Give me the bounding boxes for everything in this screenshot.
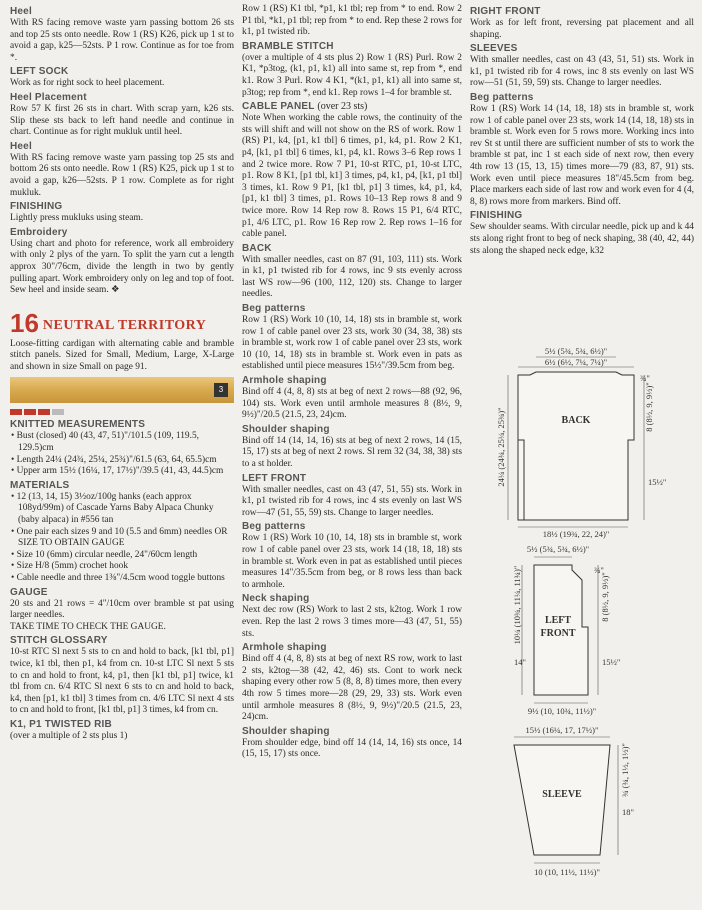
left-front-lower-measure: 15½" [602,657,621,667]
sleeves-heading: SLEEVES [470,43,518,55]
material-item: • Size 10 (6mm) circular needle, 24"/60cm length [11,549,198,560]
pattern-number: 16 [10,307,39,338]
sleeve-cap-measure: ¾ (¾, 1½, 1½)" [620,743,630,797]
left-front-heading: LEFT FRONT [242,472,307,484]
twisted-rib-note: (over a multiple of 2 sts plus 1) [10,730,128,741]
shoulder-shaping-text: Bind off 14 (14, 14, 16) sts at beg of next 2 rows, 14 (15, 15, 17) sts at beg of next 2 rows. Sl rem 32 (34, 38, 38) sts to a st holder. [242,435,462,469]
back-outline [518,372,634,520]
back-length-measure: 24¼ (24¾, 25¼, 25¾)" [496,407,506,487]
sleeve-length-measure: 18" [622,807,634,817]
right-front-heading: RIGHT FRONT [470,6,541,17]
stitch-glossary-heading: STITCH GLOSSARY [10,635,108,647]
measurement-item: • Upper arm 15½ (16¼, 17, 17½)"/39.5 (41, 43, 44.5)cm [11,466,224,477]
knitted-measurements-heading: KNITTED MEASUREMENTS [10,419,146,431]
heel-placement-heading: Heel Placement [10,91,87,103]
final-finishing-text: Sew shoulder seams. With circular needle, pick up and k 44 sts along right front to beg of neck shaping, 38 (40, 42, 44) sts along the shaped neck edge, k32 [470,222,694,256]
left-front-neck-measure: 10¼ (10¾, 11¼, 11¾)" [512,565,522,645]
back-neck-measure: 6½ (6½, 7¼, 7¼)" [544,357,608,367]
yarn-swatch-image [10,377,234,403]
final-finishing-heading: FINISHING [470,210,523,222]
sleeve-top-measure: 15½ (16¼, 17, 17½)" [525,725,599,735]
material-item: • 12 (13, 14, 15) 3½oz/100g hanks (each approx 108yd/99m) of Cascade Yarns Baby Alpaca Chunky (baby alpaca) in #556 tan [11,491,214,526]
neck-shaping-heading: Neck shaping [242,593,310,605]
left-front-armhole-measure: 8 (8½, 9, 9½)" [600,572,610,622]
stitch-glossary-text: 10-st RTC Sl next 5 sts to cn and hold to back, [k1 tbl, p1] twice, k1 tbl, then p1, k4 from cn. 10-st LTC Sl next 5 sts to cn and hold to front, k4, p1, then [k1 tbl, p1] twice, k1 tbl from cn. 6/4 RTC Sl next 6 sts to cn and hold to back, k4, then [p1, k1 tbl] 3 times from cn. 4/6 LTC Sl next 4 sts to cn and hold to front, [k1 tbl, p1] 3 times, k4 from cn. [10,647,234,716]
cable-panel-heading [242,101,462,113]
sleeve-outline [514,745,610,855]
heel-placement-text: Row 57 K first 26 sts in chart. With scrap yarn, k26 sts. Slip these sts back to left hand needle and continue in chart. Continue as for right mukluk until heel. [10,103,234,138]
measurements-list [10,431,234,477]
armhole-shaping-heading: Armhole shaping [242,375,327,387]
shoulder-shaping2-heading: Shoulder shaping [242,725,330,737]
beg-patterns-text: Row 1 (RS) Work 10 (10, 14, 18) sts in bramble st, work row 1 of cable panel over 23 sts, work 30 (34, 38, 38) sts in bramble st, work row 1 of cable panel over 23 sts, work 10 (10, 14, 18) sts in bramble st. Work even in pats as established until piece measures 15½"/39.5cm from beg. [242,315,462,372]
yarn-weight-badge: 3 [214,383,228,397]
gauge-text: 20 sts and 21 rows = 4"/10cm over bramble st pat using larger needles. [10,598,234,621]
shoulder-shaping-heading: Shoulder shaping [242,423,330,435]
left-front-width-measure: 9½ (10, 10¾, 11½)" [527,706,597,716]
beg-patterns2-heading: Beg patterns [242,521,306,533]
sleeve-label: SLEEVE [542,789,582,800]
twisted-rib-text: Row 1 (RS) K1 tbl, *p1, k1 tbl; rep from * to end. Row 2 P1 tbl, *k1, p1 tbl; rep from * to end. Rep these 2 rows for k1, p1 twisted rib. [242,4,462,38]
back-text: With smaller needles, cast on 87 (91, 103, 111) sts. Work in k1, p1 twisted rib for 4 rows, inc 9 sts evenly across last WS row—96 (100, 112, 120) sts. Change to larger needles. [242,254,462,300]
embroidery-heading: Embroidery [10,226,68,238]
back-small-measure: ¾" [640,373,650,383]
cable-panel-text: Note When working the cable rows, the continuity of the sts will shift and will not show on the RS of work. Row 1 (RS) P1, k4, [p1, k1 tbl] 6 times, p1, k4, p1. Row 2 K1, p4, [k1, p1 tbl] 6 times, k1, p4, k1. Rows 3–6 Rep rows 1 and 2 twice more. Row 7 P1, 10-st RTC, p1, 10-st LTC, p1. Row 8 K1, [p1 tbl, k1] 3 times, p4, k1, p4, [k1, p1 tbl] 3 times, k1. Row 9 P1, [k1 tbl, p1] 3 times, k4, p1, k4, [p1, k1 tbl] 3 times, p1. Rows 10–13 Rep rows 8 and 9 twice more. Row 14 Rep row 8. Rows 15 P1, 6/4 RTC, p1, 4/6 LTC, p1. Row 16 Rep row 2. Rep rows 1–16 for cable panel. [242,113,462,240]
left-sock-text: Work as for right sock to heel placement. [10,78,165,89]
bramble-heading: BRAMBLE STITCH [242,40,334,52]
cable-panel-count: (over 23 sts) [317,101,368,113]
back-width-measure: 18½ (19¾, 22, 24)" [542,529,610,539]
heel-text: With RS facing remove waste yarn passing bottom 26 sts and top 25 sts onto needle. Row 1 (RS) K26, pick up 1 st to avoid a gap, k25—52sts. P 1 row. Continue as for toe from *. [10,18,234,63]
back-label: BACK [561,415,591,426]
column-left [10,4,234,743]
sleeve-beg-patterns-text: Row 1 (RS) Work 14 (14, 18, 18) sts in bramble st, work row 1 of cable panel over 23 sts, work 14 (14, 18, 18) sts in bramble st. Work even for 5 rows more. Working incs into rev St st until there are sufficient number of sts to work the bramble st pat, inc 1 st each side of next row, then every 4th row 13 (15, 13, 15) times more—79 (83, 87, 91) sts. Work even until piece measures 18"/45.5cm from beg. Place markers each side of last row and work even for 4 (4, 8, 8) rows more from markers. Bind off. [470,103,694,207]
beg-patterns2-text: Row 1 (RS) Work 10 (10, 14, 18) sts in bramble st, work row 1 of cable panel over 23 sts, work 14 (18, 18, 18) sts in bramble st. Work even in pat as established until pieces measures 14"/35.5cm from beg, or 8 rows less than back to armhole. [242,533,462,590]
column-middle [242,4,462,761]
pattern-name: NEUTRAL TERRITORY [42,317,207,333]
left-sock-heading: LEFT SOCK [10,66,69,78]
neck-shaping-text: Next dec row (RS) Work to last 2 sts, k2tog. Work 1 row even. Rep the last 2 rows 3 times more—43 (47, 51, 55) sts. [242,605,462,639]
left-front-top-measure: 5½ (5¾, 5¾, 6½)" [526,544,590,554]
material-item: • Cable needle and three 1⅜"/4.5cm wood toggle buttons [11,573,225,583]
skill-level-icon [10,409,234,415]
sleeves-text: With smaller needles, cast on 43 (43, 51, 51) sts. Work in k1, p1 twisted rib for 4 rows, inc 8 sts evenly on last WS row—51 (51, 59, 59) sts. Change to larger needles. [470,55,694,89]
materials-list [10,492,234,585]
finishing-text: Lightly press mukluks using steam. [10,213,144,224]
left-front-label-2: FRONT [540,628,576,639]
heel2-heading: Heel [10,140,32,152]
finishing-heading: FINISHING [10,201,63,213]
sleeve-bottom-measure: 10 (10, 11½, 11½)" [534,867,600,877]
beg-patterns-heading: Beg patterns [242,303,306,315]
twisted-rib-heading: K1, P1 TWISTED RIB [10,718,112,730]
left-front-text: With smaller needles, cast on 43 (47, 51, 55) sts. Work in k1, p1 twisted rib for 4 rows, inc 4 sts evenly on last WS row—47 (51, 55, 59) sts. Change to larger needles. [242,484,462,518]
armhole-shaping-text: Bind off 4 (4, 8, 8) sts at beg of next 2 rows—88 (92, 96, 104) sts. Work even until armhole measures 8 (8½, 9, 9½)"/20.5 (21.5, 23, 24)cm. [242,387,462,421]
column-right [470,4,694,257]
gauge-heading: GAUGE [10,586,48,598]
back-armhole-measure: 8 (8½, 9, 9½)" [644,382,654,432]
shoulder-shaping2-text: From shoulder edge, bind off 14 (14, 14, 16) sts once, 14 (15, 15, 17) sts once. [242,737,462,760]
left-front-small-measure: ¾" [594,565,604,575]
material-item: • One pair each sizes 9 and 10 (5.5 and 6mm) needles OR SIZE TO OBTAIN GAUGE [11,526,228,549]
armhole-shaping2-heading: Armhole shaping [242,642,327,654]
heel2-text: With RS facing remove waste yarn passing top 25 sts and bottom 26 sts onto needle. Row 1 (RS) K25, pick up 1 st to avoid a gap, k26—52sts. P 1 row. Complete as for right mukluk. [10,152,234,198]
left-front-label-1: LEFT [544,615,572,626]
heel-heading: Heel [10,6,32,17]
measurement-item: • Length 24¼ (24¾, 25¼, 25¾)"/61.5 (63, 64, 65.5)cm [11,454,217,465]
pattern-title [10,307,234,338]
back-heading: BACK [242,242,272,254]
armhole-shaping2-text: Bind off 4 (4, 8, 8) sts at beg of next RS row, work to last 2 sts, k2tog—38 (42, 42, 46) sts. Cont to work neck shaping every other row 5 (8, 8, 8) times more, then every 4th row 5 times more—28 (29, 29, 33) sts. Work even until armhole measures 8 (8½, 9, 9½)"/20.5 (21.5, 23, 24)cm. [242,654,462,723]
embroidery-text: Using chart and photo for reference, work all embroidery with only 2 plys of the yarn. To split the yarn cut a length approx 30"/76cm, divide the length in two by gently pulling apart. Work embroidery only on leg and top of foot. Sew heel and inside seam. ❖ [10,238,234,296]
cable-panel-title: CABLE PANEL [242,101,315,113]
measurement-item: • Bust (closed) 40 (43, 47, 51)"/101.5 (109, 119.5, 129.5)cm [11,431,199,454]
right-front-text: Work as for left front, reversing pat placement and all shaping. [470,18,694,40]
material-item: • Size H/8 (5mm) crochet hook [11,561,129,572]
bramble-text: (over a multiple of 4 sts plus 2) Row 1 (RS) Purl. Row 2 K1, *p3tog, (k1, p1, k1) all into same st, rep from *, end k1. Row 3 Purl. Row 4 K1, *(k1, p1, k1) all into same st, p3tog; rep from *, end k1. Rep rows 1–4 for bramble st. [242,52,462,98]
back-lower-measure: 15½" [648,477,667,487]
schematic-diagram [496,345,680,905]
materials-heading: MATERIALS [10,479,70,491]
back-top-measure: 5½ (5¾, 5¾, 6½)" [544,346,608,356]
left-front-14-measure: 14" [514,657,526,667]
gauge-check: TAKE TIME TO CHECK THE GAUGE. [10,621,166,632]
pattern-intro: Loose-fitting cardigan with alternating cable and bramble stitch panels. Sized for Small, Medium, Large, X-Large and shown in size Small on page 91. [10,338,234,372]
sleeve-beg-patterns-heading: Beg patterns [470,91,534,103]
